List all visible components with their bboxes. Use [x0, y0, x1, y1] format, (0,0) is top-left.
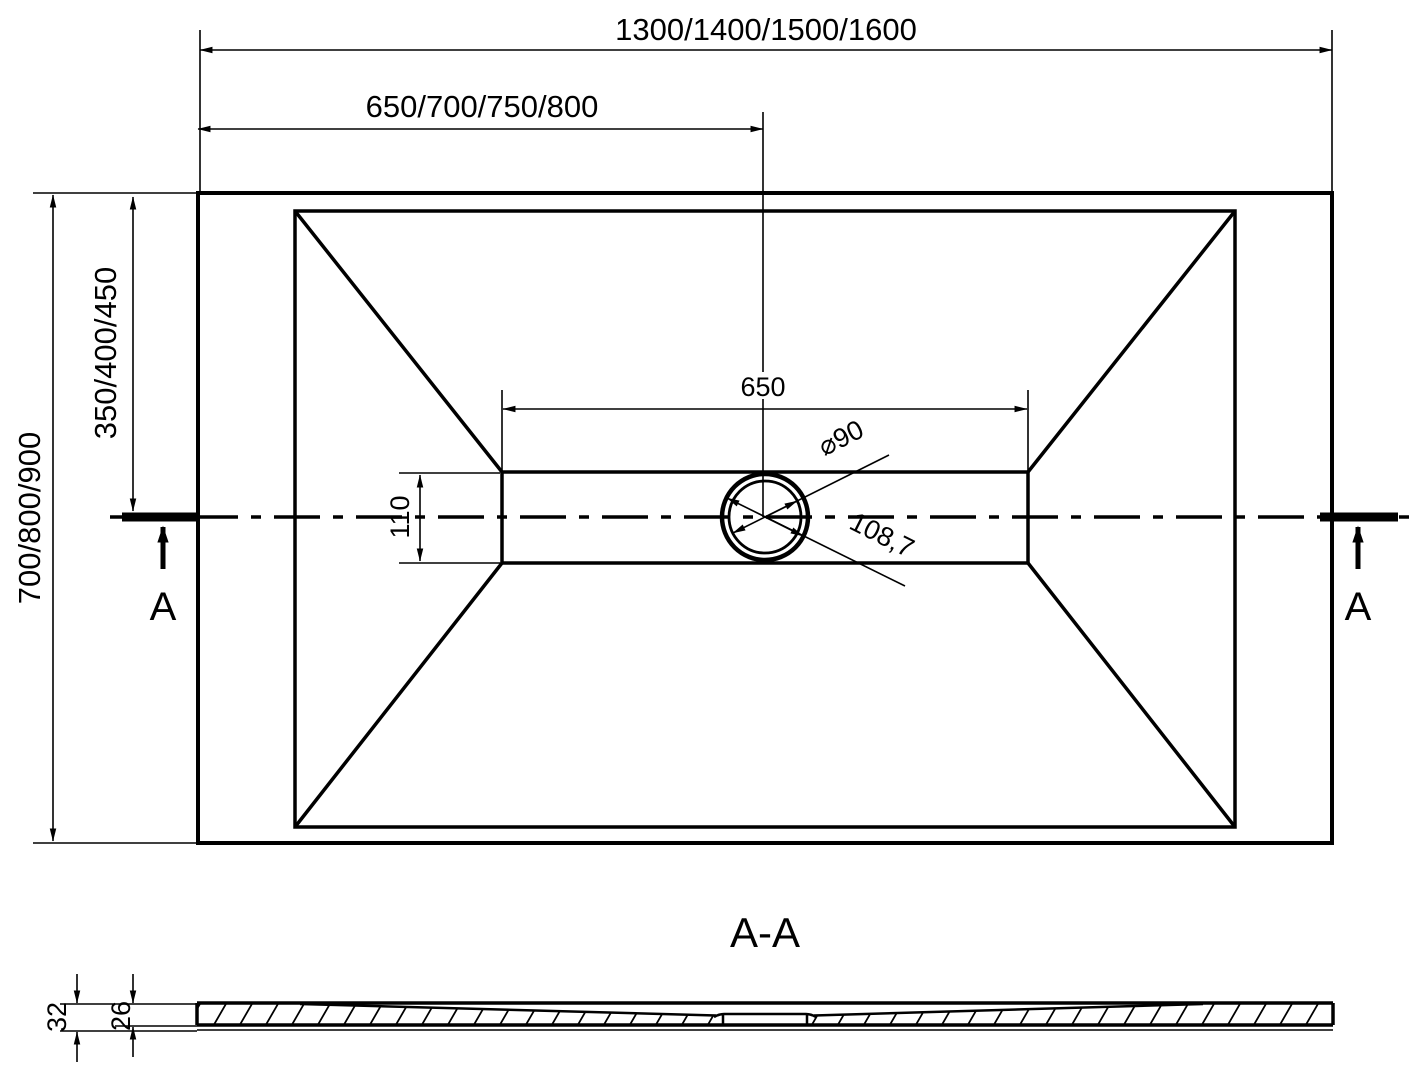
section-marker-left-label: A [149, 585, 177, 629]
section-marker-left [150, 527, 177, 629]
section-marker-right-label: A [1344, 585, 1372, 629]
drain-channel-void [724, 1015, 806, 1025]
dim-total-depth-label: 700/800/900 [12, 431, 47, 605]
dim-drain-diagonal-label: 108,7 [845, 506, 919, 564]
dim-body-thickness [106, 974, 197, 1057]
dim-body-thickness-label: 26 [106, 1000, 136, 1032]
dim-partial-width-label: 650/700/750/800 [365, 89, 599, 124]
dim-partial-depth [88, 197, 133, 511]
dim-total-thickness-label: 32 [42, 1001, 72, 1033]
section-marker-right [1345, 527, 1372, 629]
dim-drain-diameter-label: ⌀90 [813, 414, 869, 462]
tray-inner-rim [295, 211, 1235, 827]
dim-partial-width [198, 89, 763, 517]
plan-view [12, 12, 1410, 843]
section-title: A-A [729, 909, 801, 956]
dim-partial-depth-label: 350/400/450 [88, 266, 123, 440]
dim-flat-zone-width [502, 372, 1028, 471]
dim-total-width-label: 1300/1400/1500/1600 [615, 12, 917, 47]
slope-fold-lines [295, 211, 1235, 827]
dim-flat-zone-width-label: 650 [740, 372, 786, 402]
dim-flat-zone-height-label: 110 [385, 495, 415, 539]
dim-drain-diagonal [727, 498, 919, 586]
section-view [42, 909, 1333, 1062]
